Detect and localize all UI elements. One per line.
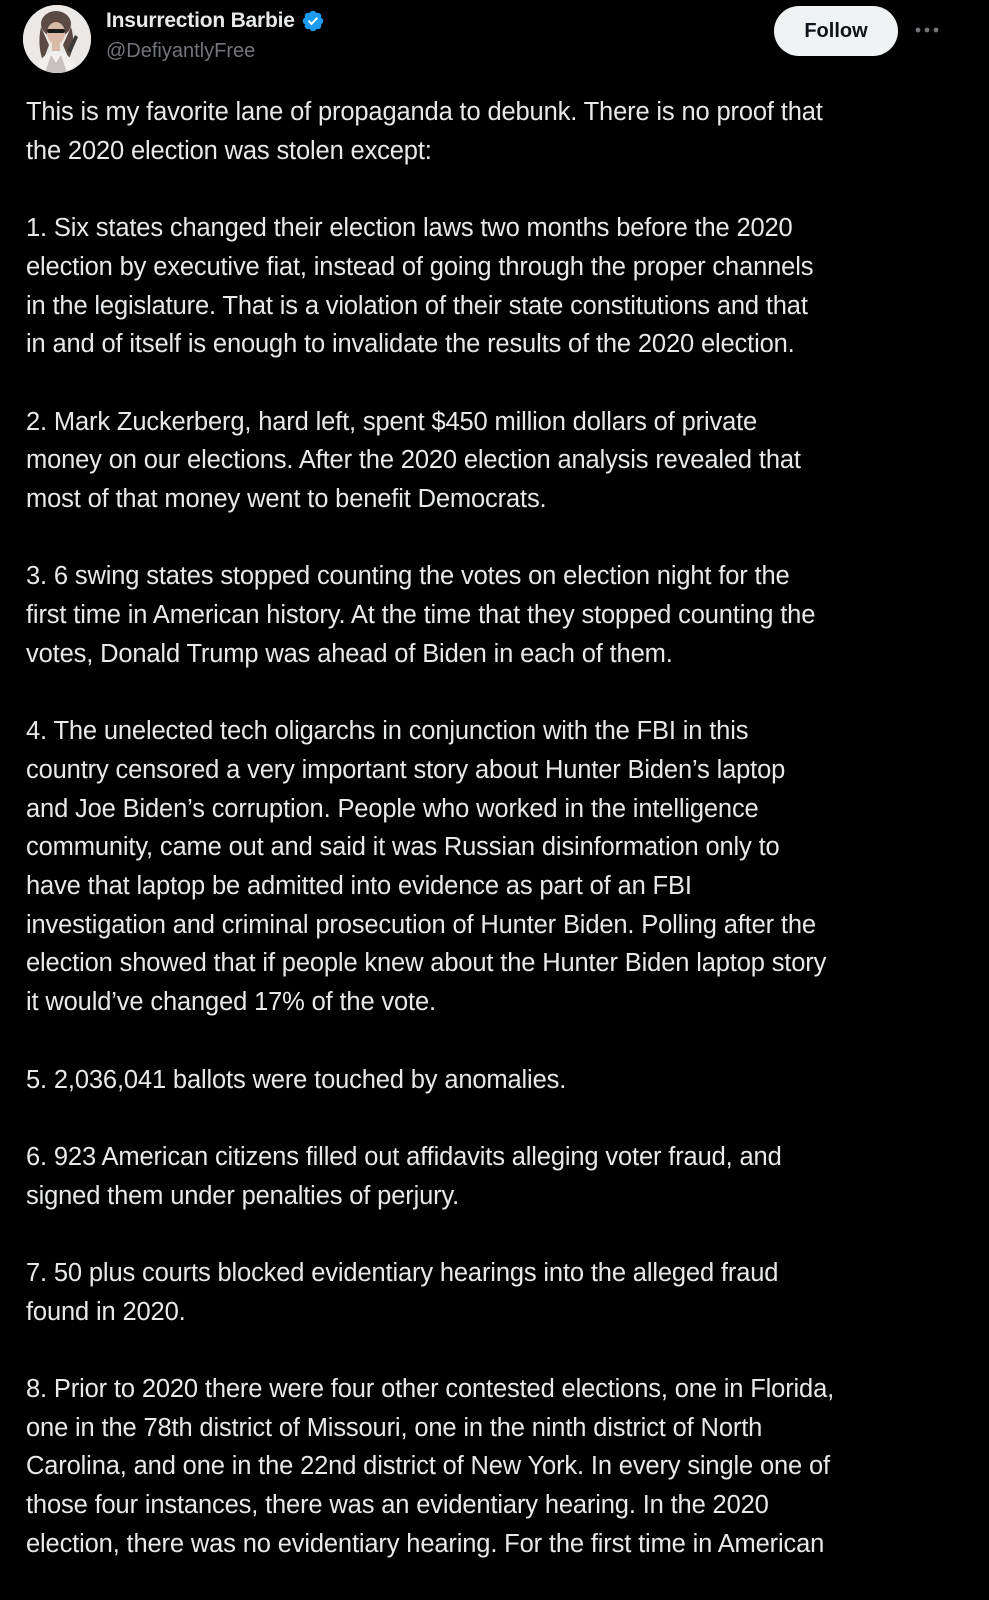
post-paragraph-point-4: 4. The unelected tech oligarchs in conjunction with the FBI in this country censored a very important story about Hunter Biden’s laptop and Joe Biden’s corruption. People who worked in the intelligence community, came out and said it was Russian disinformation only to have that laptop be admitted into evidence as part of an FBI investigation and criminal prosecution of Hunter Biden. Polling after the election showed that if people knew about the Hunter Biden laptop story it would’ve changed 17% of the vote. <box>26 717 827 1017</box>
post-paragraph-point-7: 7. 50 plus courts blocked evidentiary hearings into the alleged fraud found in 2020. <box>26 1258 779 1326</box>
post-paragraph-point-2: 2. Mark Zuckerberg, hard left, spent $450 million dollars of private money on our elections. After the 2020 election analysis revealed that most of that money went to benefit Democrats. <box>26 407 801 513</box>
post-paragraph-point-5: 5. 2,036,041 ballots were touched by anomalies. <box>26 1065 567 1094</box>
post-paragraph-intro: This is my favorite lane of propaganda to debunk. There is no proof that the 2020 election was stolen except: <box>26 98 823 165</box>
avatar[interactable] <box>23 5 91 73</box>
verified-badge-icon <box>301 9 325 33</box>
post-paragraph-point-8: 8. Prior to 2020 there were four other contested elections, one in Florida, one in the 78th district of Missouri, one in the ninth district of North Carolina, and one in the 22nd district of New York. In every single one of those four instances, there was an evidentiary hearing. In the 2020 election, there was no evidentiary hearing. For the first time in American <box>26 1375 835 1558</box>
post-paragraph-point-6: 6. 923 American citizens filled out affidavits alleging voter fraud, and signed them under penalties of perjury. <box>26 1142 782 1210</box>
post-paragraph-point-1: 1. Six states changed their election laws two months before the 2020 election by executive fiat, instead of going through the proper channels in the legislature. That is a violation of their state constitutions and that in and of itself is enough to invalidate the results of the 2020 election. <box>26 214 814 359</box>
author-name-row <box>106 6 325 36</box>
author-handle[interactable]: @DefiyantlyFree <box>106 40 256 62</box>
post-paragraph-point-3: 3. 6 swing states stopped counting the votes on election night for the first time in American history. At the time that they stopped counting the votes, Donald Trump was ahead of Biden in each of them. <box>26 562 816 668</box>
more-horizontal-icon[interactable] <box>912 18 942 42</box>
follow-button[interactable]: Follow <box>774 6 898 56</box>
post-header <box>0 0 989 90</box>
display-name[interactable]: Insurrection Barbie <box>106 9 295 32</box>
avatar-image <box>23 5 91 73</box>
post-text <box>26 93 976 1600</box>
